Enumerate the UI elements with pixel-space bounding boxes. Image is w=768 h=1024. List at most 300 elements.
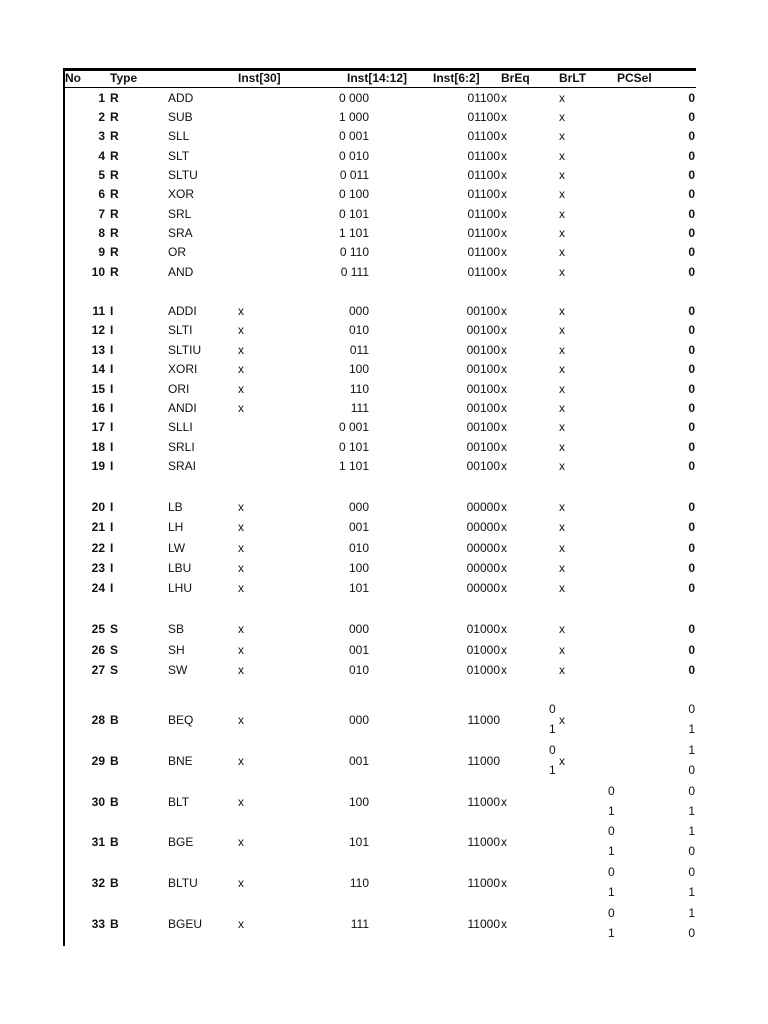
instruction-name: BEQ: [168, 713, 194, 727]
breq-value: x: [501, 91, 507, 105]
opcode-value: 01100: [467, 245, 500, 259]
row-type: R: [110, 226, 119, 240]
row-type: S: [110, 643, 119, 657]
brlt-value: x: [559, 226, 565, 240]
instruction-name: BLT: [168, 795, 190, 809]
row-number: 26: [91, 643, 105, 657]
row-number: 8: [98, 226, 105, 240]
funct3-value: 001: [348, 520, 369, 534]
pcsel-value: 0: [688, 784, 695, 798]
brlt-value: x: [559, 304, 565, 318]
instruction-name: LB: [168, 500, 183, 514]
row-type: I: [110, 420, 114, 434]
brlt-value: 0: [608, 784, 615, 798]
pcsel-value: 0: [688, 265, 695, 279]
row-type: R: [110, 207, 119, 221]
instruction-name: SH: [168, 643, 185, 657]
opcode-value: 00100: [466, 401, 500, 415]
brlt-value: 1: [608, 844, 615, 858]
pcsel-value: 0: [688, 865, 695, 879]
row-type: S: [110, 663, 119, 677]
header-brlt: BrLT: [559, 71, 587, 85]
instruction-name: SLTU: [168, 168, 198, 182]
breq-value: x: [501, 561, 507, 575]
inst30-value: x: [238, 382, 244, 396]
header-pcsel: PCSel: [617, 71, 652, 85]
brlt-value: x: [559, 323, 565, 337]
instruction-name: LH: [168, 520, 184, 534]
breq-value: x: [501, 663, 507, 677]
opcode-value: 01000: [466, 622, 500, 636]
breq-value: x: [501, 304, 507, 318]
breq-value: x: [501, 323, 507, 337]
opcode-value: 11000: [467, 876, 500, 890]
funct3-value: 0 001: [338, 129, 369, 143]
funct3-value: 011: [349, 343, 369, 357]
row-number: 20: [91, 500, 105, 514]
funct3-value: 1 101: [338, 226, 369, 240]
opcode-value: 01100: [467, 110, 500, 124]
brlt-value: 0: [608, 865, 615, 879]
breq-value: x: [501, 129, 507, 143]
pcsel-value: 0: [688, 362, 695, 376]
pcsel-value: 0: [688, 663, 695, 677]
pcsel-value: 0: [688, 459, 695, 473]
row-number: 24: [91, 581, 105, 595]
opcode-value: 01100: [467, 207, 500, 221]
row-number: 21: [91, 520, 105, 534]
breq-value: x: [501, 459, 507, 473]
instruction-name: SRLI: [168, 440, 195, 454]
inst30-value: x: [238, 835, 244, 849]
brlt-value: 1: [608, 926, 615, 940]
instruction-name: ANDI: [168, 401, 197, 415]
row-number: 17: [91, 420, 105, 434]
row-number: 12: [91, 323, 105, 337]
brlt-value: x: [559, 149, 565, 163]
opcode-value: 00100: [466, 323, 500, 337]
breq-value: x: [501, 440, 507, 454]
row-type: B: [110, 835, 119, 849]
instruction-name: SLT: [168, 149, 190, 163]
instruction-name: SLTIU: [168, 343, 202, 357]
pcsel-value: 0: [688, 500, 695, 514]
opcode-value: 00100: [466, 459, 500, 473]
funct3-value: 0 011: [339, 168, 369, 182]
row-type: B: [110, 713, 119, 727]
instruction-name: SUB: [168, 110, 193, 124]
funct3-value: 110: [349, 876, 369, 890]
pcsel-value: 0: [688, 844, 695, 858]
breq-value: x: [501, 917, 507, 931]
row-number: 31: [91, 835, 105, 849]
pcsel-value: 0: [688, 149, 695, 163]
pcsel-value: 0: [688, 226, 695, 240]
inst30-value: x: [238, 795, 244, 809]
opcode-value: 11000: [467, 713, 500, 727]
row-type: R: [110, 91, 119, 105]
funct3-value: 0 111: [340, 265, 369, 279]
funct3-value: 0 110: [339, 245, 369, 259]
breq-value: x: [501, 622, 507, 636]
opcode-value: 00100: [466, 304, 500, 318]
row-type: I: [110, 362, 114, 376]
breq-value: x: [501, 362, 507, 376]
breq-value: x: [501, 541, 507, 555]
opcode-value: 01100: [467, 91, 500, 105]
row-type: B: [110, 754, 119, 768]
row-number: 25: [91, 622, 105, 636]
pcsel-value: 0: [688, 401, 695, 415]
instruction-name: AND: [168, 265, 194, 279]
brlt-value: x: [559, 622, 565, 636]
breq-value: x: [501, 245, 507, 259]
row-type: R: [110, 245, 119, 259]
breq-value: x: [501, 149, 507, 163]
row-number: 29: [91, 754, 105, 768]
brlt-value: x: [559, 207, 565, 221]
brlt-value: 0: [608, 906, 615, 920]
funct3-value: 0 101: [338, 207, 369, 221]
row-type: I: [110, 459, 114, 473]
pcsel-value: 0: [688, 581, 695, 595]
opcode-value: 11000: [467, 754, 500, 768]
pcsel-value: 1: [688, 722, 695, 736]
pcsel-value: 0: [688, 440, 695, 454]
instruction-name: BGE: [168, 835, 194, 849]
row-number: 33: [91, 917, 105, 931]
opcode-value: 01100: [467, 226, 500, 240]
opcode-value: 00100: [466, 420, 500, 434]
breq-value: x: [501, 265, 507, 279]
pcsel-value: 0: [688, 129, 695, 143]
pcsel-value: 0: [688, 110, 695, 124]
row-type: R: [110, 265, 119, 279]
breq-value: x: [501, 343, 507, 357]
funct3-value: 0 100: [338, 187, 369, 201]
brlt-value: x: [559, 663, 565, 677]
inst30-value: x: [238, 343, 244, 357]
instruction-name: SLL: [168, 129, 190, 143]
header-breq: BrEq: [501, 71, 530, 85]
row-type: R: [110, 149, 119, 163]
opcode-value: 01000: [466, 643, 500, 657]
brlt-value: x: [559, 245, 565, 259]
brlt-value: x: [559, 440, 565, 454]
header-inst14-12: Inst[14:12]: [347, 71, 408, 85]
row-number: 27: [91, 663, 105, 677]
brlt-value: x: [559, 643, 565, 657]
pcsel-value: 0: [688, 168, 695, 182]
opcode-value: 11000: [467, 917, 500, 931]
instruction-name: XORI: [168, 362, 198, 376]
inst30-value: x: [238, 643, 244, 657]
instruction-name: BNE: [168, 754, 193, 768]
pcsel-value: 1: [688, 824, 695, 838]
row-number: 16: [91, 401, 105, 415]
funct3-value: 0 001: [338, 420, 369, 434]
inst30-value: x: [238, 917, 244, 931]
funct3-value: 101: [348, 581, 369, 595]
opcode-value: 01100: [467, 129, 500, 143]
instruction-name: BLTU: [168, 876, 198, 890]
breq-value: x: [501, 207, 507, 221]
row-type: I: [110, 304, 114, 318]
row-number: 14: [91, 362, 105, 376]
breq-value: 0: [549, 743, 556, 757]
inst30-value: x: [238, 520, 244, 534]
pcsel-value: 0: [688, 207, 695, 221]
pcsel-value: 0: [688, 420, 695, 434]
opcode-value: 01100: [467, 149, 500, 163]
breq-value: 0: [549, 702, 556, 716]
pcsel-value: 1: [688, 804, 695, 818]
brlt-value: x: [559, 713, 565, 727]
row-number: 18: [91, 440, 105, 454]
left-border: [63, 68, 65, 946]
row-number: 19: [91, 459, 105, 473]
brlt-value: x: [559, 420, 565, 434]
breq-value: x: [501, 382, 507, 396]
pcsel-value: 0: [688, 643, 695, 657]
pcsel-value: 1: [688, 885, 695, 899]
row-number: 9: [98, 245, 105, 259]
brlt-value: x: [559, 520, 565, 534]
row-number: 1: [98, 91, 105, 105]
row-type: B: [110, 795, 119, 809]
instruction-name: SB: [168, 622, 185, 636]
instruction-name: SLTI: [168, 323, 193, 337]
pcsel-value: 0: [688, 763, 695, 777]
opcode-value: 00000: [466, 500, 500, 514]
row-type: I: [110, 382, 114, 396]
row-type: I: [110, 541, 114, 555]
brlt-value: x: [559, 541, 565, 555]
brlt-value: 1: [608, 885, 615, 899]
brlt-value: x: [559, 187, 565, 201]
opcode-value: 11000: [467, 795, 500, 809]
pcsel-value: 1: [688, 906, 695, 920]
instruction-name: SRAI: [168, 459, 197, 473]
inst30-value: x: [238, 754, 244, 768]
breq-value: 1: [549, 722, 556, 736]
inst30-value: x: [238, 581, 244, 595]
row-type: I: [110, 581, 114, 595]
funct3-value: 111: [350, 401, 369, 415]
funct3-value: 001: [348, 643, 369, 657]
row-number: 3: [98, 129, 105, 143]
inst30-value: x: [238, 541, 244, 555]
breq-value: x: [501, 500, 507, 514]
breq-value: x: [501, 520, 507, 534]
breq-value: x: [501, 401, 507, 415]
instruction-name: LW: [168, 541, 186, 555]
funct3-value: 0 101: [338, 440, 369, 454]
row-type: I: [110, 520, 114, 534]
breq-value: x: [501, 187, 507, 201]
pcsel-value: 1: [688, 743, 695, 757]
header-no: No: [65, 71, 81, 85]
row-number: 22: [91, 541, 105, 555]
brlt-value: x: [559, 91, 565, 105]
breq-value: x: [501, 226, 507, 240]
row-type: B: [110, 917, 119, 931]
instruction-name: ADDI: [168, 304, 197, 318]
pcsel-value: 0: [688, 304, 695, 318]
opcode-value: 01000: [466, 663, 500, 677]
instruction-name: OR: [168, 245, 186, 259]
inst30-value: x: [238, 663, 244, 677]
opcode-value: 00100: [466, 343, 500, 357]
pcsel-value: 0: [688, 622, 695, 636]
pcsel-value: 0: [688, 520, 695, 534]
instruction-name: ADD: [168, 91, 194, 105]
row-number: 11: [92, 304, 105, 318]
row-type: S: [110, 622, 119, 636]
instruction-name: SW: [168, 663, 188, 677]
funct3-value: 010: [348, 541, 369, 555]
funct3-value: 010: [348, 663, 369, 677]
funct3-value: 0 000: [338, 91, 369, 105]
funct3-value: 001: [348, 754, 369, 768]
pcsel-value: 0: [688, 702, 695, 716]
funct3-value: 101: [348, 835, 369, 849]
brlt-value: x: [559, 382, 565, 396]
opcode-value: 01100: [467, 265, 500, 279]
opcode-value: 00000: [466, 520, 500, 534]
opcode-value: 00000: [466, 581, 500, 595]
breq-value: x: [501, 420, 507, 434]
funct3-value: 100: [348, 362, 369, 376]
row-type: I: [110, 561, 114, 575]
inst30-value: x: [238, 876, 244, 890]
row-number: 32: [91, 876, 105, 890]
instruction-name: LBU: [168, 561, 192, 575]
row-number: 13: [91, 343, 105, 357]
row-type: I: [110, 343, 114, 357]
opcode-value: 00100: [466, 382, 500, 396]
funct3-value: 000: [348, 500, 369, 514]
pcsel-value: 0: [688, 561, 695, 575]
funct3-value: 1 000: [338, 110, 369, 124]
brlt-value: x: [559, 129, 565, 143]
row-number: 6: [98, 187, 105, 201]
instruction-name: BGEU: [168, 917, 203, 931]
brlt-value: x: [559, 401, 565, 415]
pcsel-value: 0: [688, 926, 695, 940]
brlt-value: x: [559, 168, 565, 182]
instruction-name: XOR: [168, 187, 195, 201]
funct3-value: 000: [348, 622, 369, 636]
breq-value: x: [501, 168, 507, 182]
brlt-value: x: [559, 581, 565, 595]
row-number: 4: [98, 149, 105, 163]
row-number: 7: [98, 207, 105, 221]
pcsel-value: 0: [688, 91, 695, 105]
brlt-value: x: [559, 561, 565, 575]
header-type: Type: [110, 71, 138, 85]
row-type: I: [110, 401, 114, 415]
breq-value: x: [501, 581, 507, 595]
pcsel-value: 0: [688, 245, 695, 259]
funct3-value: 100: [348, 795, 369, 809]
breq-value: x: [501, 835, 507, 849]
row-type: I: [110, 323, 114, 337]
brlt-value: x: [559, 265, 565, 279]
instruction-name: SLLI: [168, 420, 193, 434]
instruction-name: SRL: [168, 207, 192, 221]
row-type: R: [110, 168, 119, 182]
pcsel-value: 0: [688, 541, 695, 555]
brlt-value: 1: [608, 804, 615, 818]
breq-value: x: [501, 876, 507, 890]
header-inst6-2: Inst[6:2]: [433, 71, 480, 85]
opcode-value: 01100: [467, 187, 500, 201]
instruction-name: SRA: [168, 226, 193, 240]
header-bottom-border: [63, 87, 696, 88]
opcode-value: 00000: [466, 561, 500, 575]
funct3-value: 110: [349, 382, 369, 396]
funct3-value: 010: [348, 323, 369, 337]
inst30-value: x: [238, 713, 244, 727]
funct3-value: 000: [348, 304, 369, 318]
breq-value: x: [501, 110, 507, 124]
row-type: I: [110, 500, 114, 514]
inst30-value: x: [238, 362, 244, 376]
row-number: 15: [91, 382, 105, 396]
funct3-value: 100: [348, 561, 369, 575]
row-number: 5: [98, 168, 105, 182]
pcsel-value: 0: [688, 187, 695, 201]
row-number: 30: [91, 795, 105, 809]
inst30-value: x: [238, 561, 244, 575]
brlt-value: x: [559, 110, 565, 124]
row-number: 10: [91, 265, 105, 279]
brlt-value: x: [559, 343, 565, 357]
opcode-value: 00000: [466, 541, 500, 555]
breq-value: x: [501, 643, 507, 657]
brlt-value: x: [559, 754, 565, 768]
breq-value: 1: [549, 763, 556, 777]
opcode-value: 00100: [466, 440, 500, 454]
inst30-value: x: [238, 500, 244, 514]
funct3-value: 111: [350, 917, 369, 931]
inst30-value: x: [238, 304, 244, 318]
row-type: I: [110, 440, 114, 454]
row-number: 2: [98, 110, 105, 124]
row-number: 23: [91, 561, 105, 575]
row-type: R: [110, 110, 119, 124]
brlt-value: x: [559, 500, 565, 514]
brlt-value: x: [559, 459, 565, 473]
instruction-name: ORI: [168, 382, 190, 396]
funct3-value: 1 101: [338, 459, 369, 473]
opcode-value: 11000: [467, 835, 500, 849]
opcode-value: 00100: [466, 362, 500, 376]
header-inst30: Inst[30]: [238, 71, 281, 85]
row-type: R: [110, 129, 119, 143]
inst30-value: x: [238, 622, 244, 636]
inst30-value: x: [238, 401, 244, 415]
row-type: R: [110, 187, 119, 201]
opcode-value: 01100: [467, 168, 500, 182]
inst30-value: x: [238, 323, 244, 337]
pcsel-value: 0: [688, 323, 695, 337]
row-number: 28: [91, 713, 105, 727]
breq-value: x: [501, 795, 507, 809]
funct3-value: 000: [348, 713, 369, 727]
pcsel-value: 0: [688, 382, 695, 396]
